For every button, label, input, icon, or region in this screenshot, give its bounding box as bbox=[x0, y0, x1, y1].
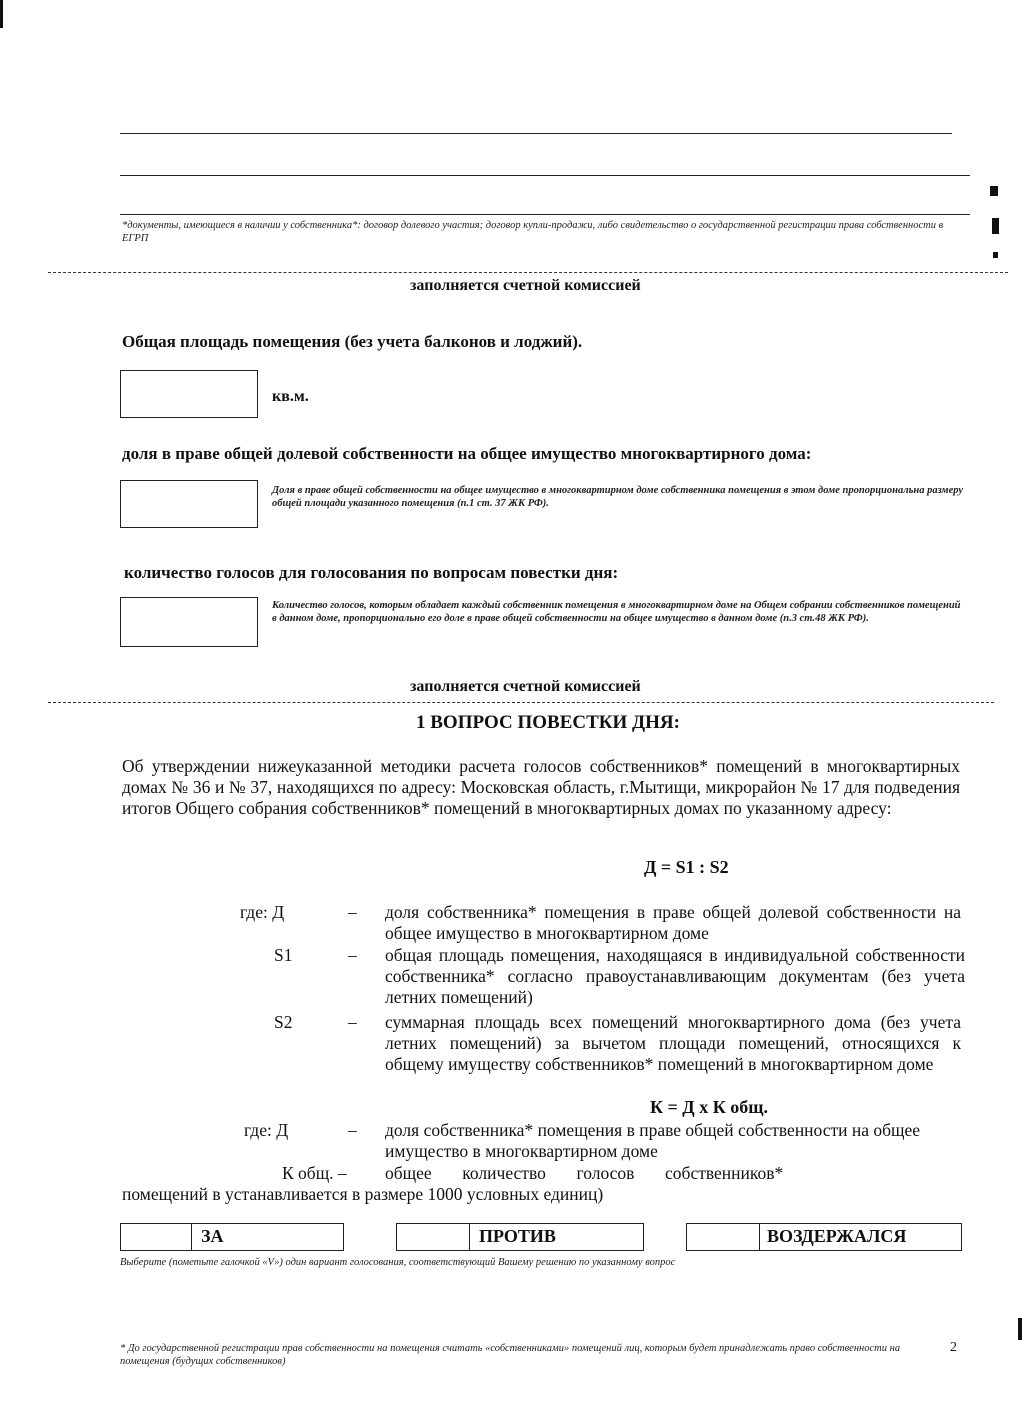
share-note: Доля в праве общей собственности на общее имущество в многоквартирном доме собственника помещения в этом доме пропорциональна размеру общей площади указанного помещения (п.1 ст. 37 ЖК РФ). bbox=[272, 485, 964, 509]
vote-against-divider bbox=[469, 1224, 470, 1250]
blank-line-3 bbox=[120, 214, 970, 215]
definition-text: доля собственника* помещения в праве общей долевой собственности на общее имущество в многоквартирном доме bbox=[385, 902, 961, 943]
question-title: 1 ВОПРОС ПОВЕСТКИ ДНЯ: bbox=[416, 712, 680, 733]
share-input-box[interactable] bbox=[120, 480, 258, 528]
k-line-text-1: общее количество голосов собственников* bbox=[385, 1163, 784, 1183]
votes-input-box[interactable] bbox=[120, 597, 258, 647]
definition-dash: – bbox=[348, 1012, 357, 1032]
vote-for-label: ЗА bbox=[201, 1226, 224, 1246]
blank-line-2 bbox=[120, 175, 970, 176]
formula-1: Д = S1 : S2 bbox=[644, 857, 729, 877]
vote-abstain-divider bbox=[759, 1224, 760, 1250]
scan-mark bbox=[990, 186, 998, 196]
footnote: * До государственной регистрации прав собственности на помещения считать «собственниками» помещений лиц, которым будет принадлежать право собственности на помещения (будущих собственников) bbox=[120, 1343, 901, 1367]
definition-dash: – bbox=[348, 945, 357, 965]
definition-text: доля собственника* помещения в праве общей собственности на общее имущество в многоквартирном доме bbox=[385, 1120, 921, 1161]
k-line-term: К общ. – bbox=[282, 1163, 347, 1183]
counting-commission-header-1: заполняется счетной комиссией bbox=[410, 277, 641, 294]
vote-for-checkbox[interactable] bbox=[120, 1223, 344, 1251]
definition-term: S2 bbox=[274, 1012, 293, 1032]
dashed-separator-1 bbox=[48, 272, 1008, 273]
vote-for-divider bbox=[191, 1224, 192, 1250]
area-input-box[interactable] bbox=[120, 370, 258, 418]
blank-line-1 bbox=[120, 133, 952, 134]
question-text: Об утверждении нижеуказанной методики расчета голосов собственников* помещений в многоквартирных домах № 36 и № 37, находящихся по адресу: Московская область, г.Мытищи, микрорайон № 17 для подведения итогов Общего собрания собственников* помещений в многоквартирных домах по указанному адресу: bbox=[122, 756, 960, 818]
definition-dash: – bbox=[348, 902, 357, 922]
dashed-separator-2 bbox=[48, 702, 994, 703]
votes-heading: количество голосов для голосования по вопросам повестки дня: bbox=[124, 563, 619, 582]
votes-note: Количество голосов, которым обладает каждый собственник помещения в многоквартирном доме на Общем собрании собственников помещений в данном доме, пропорционально его доле в праве общей собственности на общее имущество в данном доме (п.3 ст.48 ЖК РФ). bbox=[272, 600, 961, 624]
definition-term: S1 bbox=[274, 945, 293, 965]
definition-text: суммарная площадь всех помещений многоквартирного дома (без учета летних помещений) за вычетом площади помещений, относящихся к общему имуществу собственников* помещений в многоквартирном доме bbox=[385, 1012, 961, 1074]
area-unit: кв.м. bbox=[272, 388, 309, 405]
vote-against-checkbox[interactable] bbox=[396, 1223, 644, 1251]
scan-mark bbox=[993, 252, 998, 258]
vote-abstain-checkbox[interactable] bbox=[686, 1223, 962, 1251]
definition-dash: – bbox=[348, 1120, 357, 1140]
vote-instruction: Выберите (пометьте галочкой «V») один вариант голосования, соответствующий Вашему решению по указанному вопрос bbox=[120, 1257, 676, 1268]
scan-mark bbox=[992, 218, 999, 234]
page-number: 2 bbox=[950, 1340, 957, 1355]
counting-commission-header-2: заполняется счетной комиссией bbox=[410, 678, 641, 695]
documents-note: *документы, имеющиеся в наличии у собственника*: договор долевого участия; договор купли-продажи, либо свидетельство о государственной регистрации права собственности в ЕГРП bbox=[122, 220, 944, 244]
vote-abstain-label: ВОЗДЕРЖАЛСЯ bbox=[767, 1226, 907, 1246]
definition-term: где: Д bbox=[244, 1120, 289, 1140]
scan-mark bbox=[0, 0, 3, 28]
share-heading: доля в праве общей долевой собственности на общее имущество многоквартирного дома: bbox=[122, 444, 812, 463]
definition-text: общая площадь помещения, находящаяся в индивидуальной собственности собственника* согласно правоустанавливающим документам (без учета летних помещений) bbox=[385, 945, 965, 1007]
area-heading: Общая площадь помещения (без учета балконов и лоджий). bbox=[122, 332, 583, 351]
formula-2: К = Д х К общ. bbox=[650, 1097, 768, 1117]
scan-mark bbox=[1018, 1318, 1022, 1340]
vote-against-label: ПРОТИВ bbox=[479, 1226, 556, 1246]
definition-term: где: Д bbox=[240, 902, 285, 922]
k-line-text-2: помещений в устанавливается в размере 1000 условных единиц) bbox=[122, 1184, 604, 1204]
